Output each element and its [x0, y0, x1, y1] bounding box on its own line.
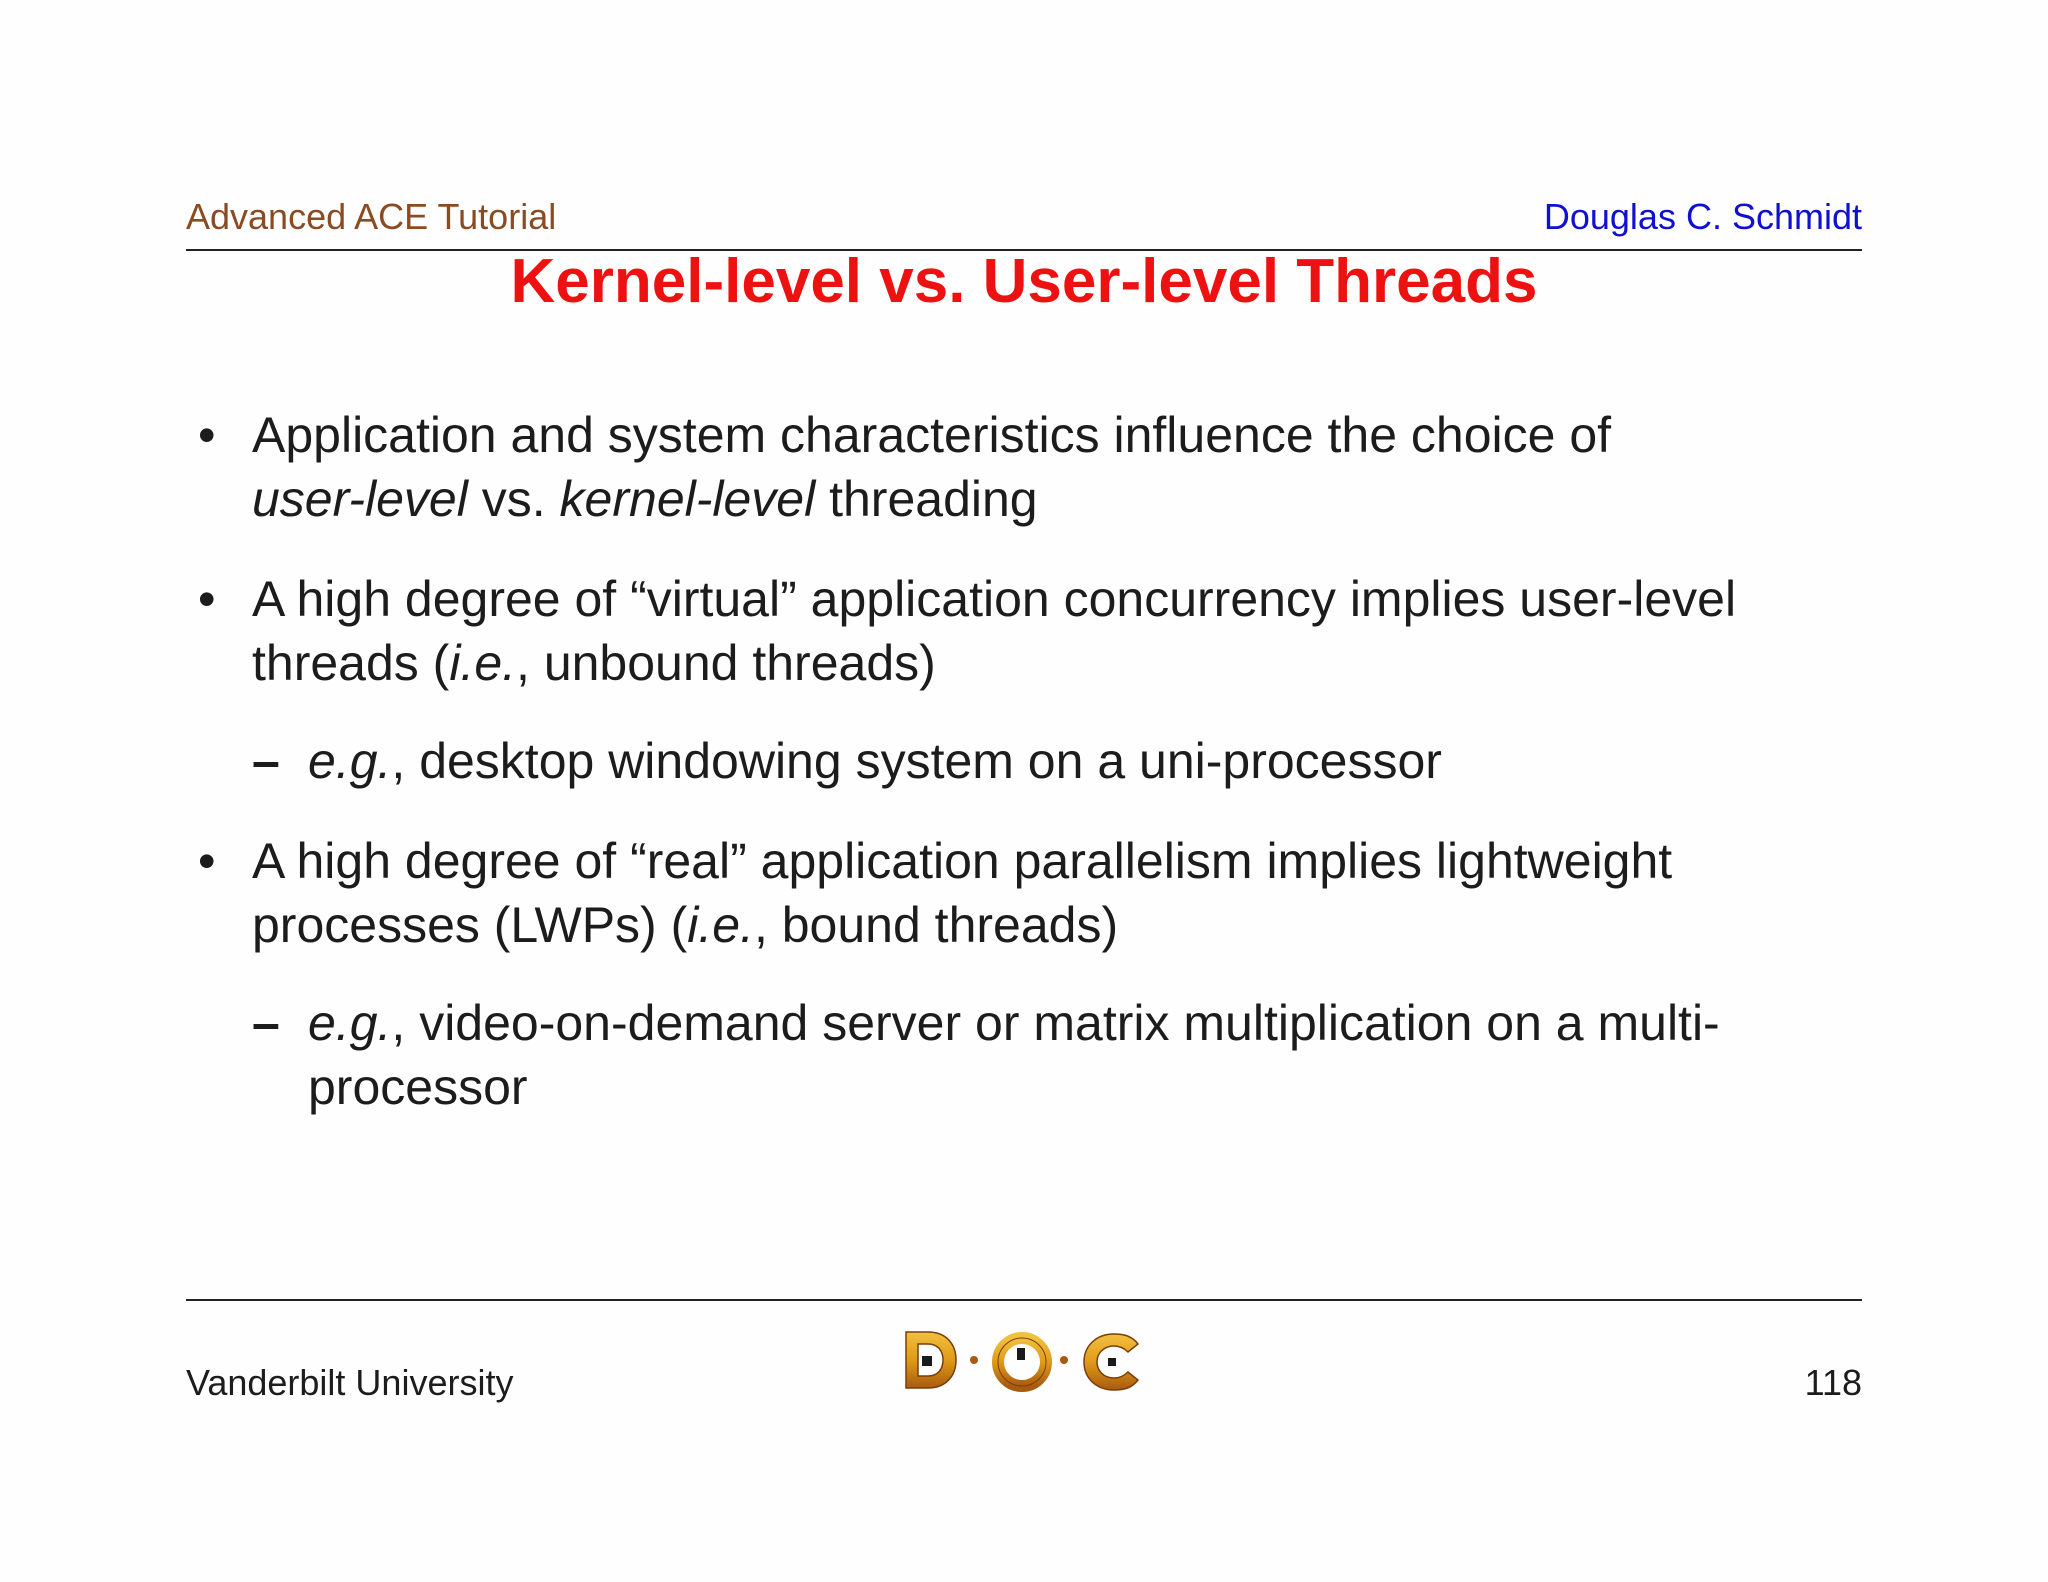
bullet-dot-icon: • — [198, 833, 216, 889]
bullet-text: vs. — [467, 471, 560, 527]
bullet-text: Application and system characteristics influence the choice of — [252, 407, 1612, 463]
dash-icon: – — [252, 733, 280, 789]
bullet-emphasis: user-level — [252, 471, 468, 527]
footer-divider — [186, 1299, 1862, 1301]
page-number: 118 — [1804, 1362, 1862, 1403]
bullet-item — [186, 403, 1886, 531]
bullet-text: A high degree of “real” application parallelism implies lightweight processes (LWPs) ( — [252, 833, 1673, 953]
bullet-dot-icon: • — [198, 407, 216, 463]
sub-bullet-emphasis: e.g. — [308, 733, 392, 789]
bullet-emphasis: i.e. — [687, 897, 754, 953]
sub-bullet-item — [186, 991, 1868, 1119]
bullet-text: , unbound threads) — [516, 635, 936, 691]
bullet-emphasis: i.e. — [449, 635, 517, 691]
bullet-dot-icon: • — [198, 571, 216, 627]
bullet-text: , bound threads) — [753, 897, 1119, 953]
header-author: Douglas C. Schmidt — [1543, 196, 1862, 237]
sub-bullet-text: , desktop windowing system on a uni-processor — [391, 733, 1442, 789]
sub-bullet-emphasis: e.g. — [308, 995, 392, 1051]
slide-title: Kernel-level vs. User-level Threads — [510, 247, 1538, 316]
bullet-text: A high degree of “virtual” application concurrency implies user-level threads ( — [252, 571, 1737, 691]
doc-group-logo-icon — [902, 1326, 1146, 1394]
bullet-text: threading — [815, 471, 1038, 527]
slide-content — [186, 403, 1886, 1155]
bullet-emphasis: kernel-level — [559, 471, 816, 527]
footer-institution: Vanderbilt University — [186, 1362, 514, 1403]
header-course-title: Advanced ACE Tutorial — [186, 196, 557, 237]
sub-bullet-text: , video-on-demand server or matrix multiplication on a multi-processor — [308, 995, 1720, 1115]
dash-icon: – — [252, 995, 280, 1051]
bullet-item — [186, 567, 1862, 695]
sub-bullet-item — [186, 729, 1886, 793]
bullet-item — [186, 829, 1862, 957]
